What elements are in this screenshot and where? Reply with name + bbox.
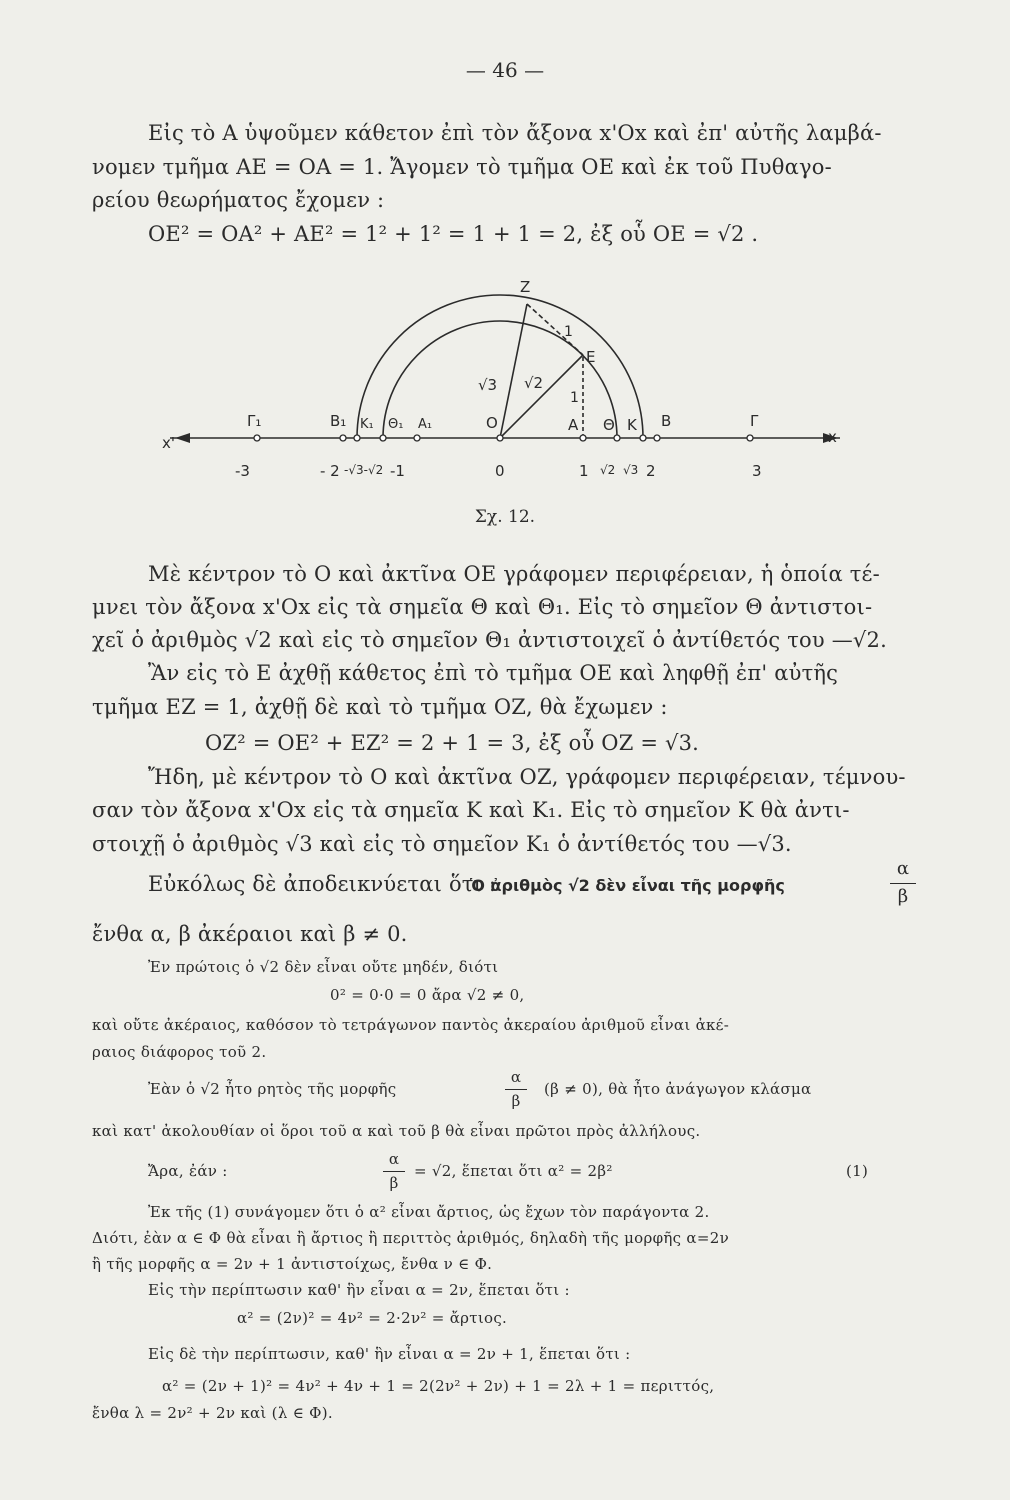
point-B1	[340, 435, 346, 441]
tick-label: - 2	[320, 462, 340, 480]
text-line: Εὐκόλως δὲ ἀποδεικνύεται ὅτι :	[148, 872, 497, 896]
fraction-denominator: β	[389, 1174, 399, 1192]
text-line: χεῖ ὁ ἀριθμὸς √2 καὶ εἰς τὸ σημεῖον Θ₁ ἀντιστοιχεῖ ὁ ἀντίθετός του —√2.	[92, 628, 887, 652]
label-E: E	[586, 348, 596, 366]
tick-label: -3	[235, 462, 250, 480]
text-line: ραιος διάφορος τοῦ 2.	[92, 1043, 267, 1061]
text-line: Ἐν πρώτοις ὁ √2 δὲν εἶναι οὔτε μηδέν, διότι	[148, 958, 499, 976]
theorem-statement: Ὁ ἀριθμὸς √2 δὲν εἶναι τῆς μορφῆς	[470, 876, 785, 895]
tick-label: 0	[495, 462, 505, 480]
fraction-numerator: α	[388, 1150, 400, 1168]
point-TH1	[380, 435, 386, 441]
text-line: καὶ κατ' ἀκολουθίαν οἱ ὅροι τοῦ α καὶ τοῦ β θὰ εἶναι πρῶτοι πρὸς ἀλλήλους.	[92, 1122, 701, 1140]
tick-label: -1	[390, 462, 405, 480]
segment-label-sqrt3: √3	[478, 376, 498, 394]
label-G1: Γ₁	[247, 412, 262, 430]
figure-12	[150, 270, 850, 490]
label-B: B	[661, 412, 672, 430]
segment-OZ	[500, 304, 527, 438]
point-K	[640, 435, 646, 441]
label-A: A	[568, 416, 579, 434]
text-line: Εἰς τὴν περίπτωσιν καθ' ἣν εἶναι α = 2ν, ἕπεται ὅτι :	[148, 1281, 570, 1299]
point-G1	[254, 435, 260, 441]
text-line: ρείου θεωρήματος ἔχομεν :	[92, 188, 385, 212]
tick-label: -√3-√2	[344, 463, 384, 477]
text-line: Ἐκ τῆς (1) συνάγομεν ὅτι ὁ α² εἶναι ἄρτιος, ὡς ἔχων τὸν παράγοντα 2.	[148, 1203, 710, 1221]
tick-label: 3	[752, 462, 762, 480]
text-line: Μὲ κέντρον τὸ Ο καὶ ἀκτῖνα ΟΕ γράφομεν περιφέρειαν, ἡ ὁποία τέ-	[148, 562, 880, 586]
fraction-bar	[505, 1089, 527, 1090]
text-line: Εἰς τὸ Α ὑψοῦμεν κάθετον ἐπὶ τὸν ἄξονα x'Ox καὶ ἐπ' αὐτῆς λαμβά-	[148, 121, 882, 145]
point-A1	[414, 435, 420, 441]
text-line: νομεν τμῆμα ΑΕ = ΟΑ = 1. Ἄγομεν τὸ τμῆμα ΟΕ καὶ ἐκ τοῦ Πυθαγο-	[92, 155, 832, 179]
text-line: Διότι, ἐὰν α ∈ Φ θὰ εἶναι ἢ ἄρτιος ἢ περιττὸς ἀριθμός, δηλαδὴ τῆς μορφῆς α=2ν	[92, 1229, 729, 1247]
equation: 0² = 0·0 = 0 ἄρα √2 ≠ 0,	[330, 986, 525, 1004]
fraction-bar	[890, 883, 916, 884]
text-line: (β ≠ 0), θὰ ἦτο ἀνάγωγον κλάσμα	[544, 1080, 812, 1098]
axis-label-right: x	[828, 428, 837, 446]
text-line: καὶ οὔτε ἀκέραιος, καθόσον τὸ τετράγωνον παντὸς ἀκεραίου ἀριθμοῦ εἶναι ἀκέ-	[92, 1016, 730, 1034]
tick-label: 1	[579, 462, 589, 480]
text-line: ἢ τῆς μορφῆς α = 2ν + 1 ἀντιστοίχως, ἔνθα ν ∈ Φ.	[92, 1255, 493, 1273]
tick-label: √3	[623, 463, 639, 477]
point-G	[747, 435, 753, 441]
label-A1: A₁	[418, 417, 433, 432]
tick-label: √2	[600, 463, 616, 477]
text-line: Ἄρα, ἐάν :	[148, 1162, 228, 1180]
page-number: — 46 —	[465, 58, 545, 82]
tick-label: 2	[646, 462, 656, 480]
segment-label-one: 1	[570, 390, 579, 406]
label-G: Γ	[750, 412, 759, 430]
label-TH: Θ	[603, 416, 615, 434]
text-line: Ἂν εἰς τὸ Ε ἀχθῇ κάθετος ἐπὶ τὸ τμῆμα ΟΕ καὶ ληφθῇ ἐπ' αὐτῆς	[148, 661, 839, 685]
segment-label-sqrt2: √2	[524, 374, 544, 392]
text-line: μνει τὸν ἄξονα x'Ox εἰς τὰ σημεῖα Θ καὶ Θ₁. Εἰς τὸ σημεῖον Θ ἀντιστοι-	[92, 595, 873, 619]
point-TH	[614, 435, 620, 441]
point-K1	[354, 435, 360, 441]
equation: ΟΕ² = ΟΑ² + ΑΕ² = 1² + 1² = 1 + 1 = 2, ἐξ οὗ ΟΕ = √2 .	[148, 222, 759, 246]
fraction-bar	[383, 1171, 405, 1172]
fraction-denominator: β	[897, 886, 909, 907]
text-line: ἔνθα α, β ἀκέραιοι καὶ β ≠ 0.	[92, 922, 408, 946]
label-B1: B₁	[330, 412, 347, 430]
equation: α² = (2ν + 1)² = 4ν² + 4ν + 1 = 2(2ν² + 2ν) + 1 = 2λ + 1 = περιττός,	[162, 1377, 715, 1395]
axis-label-left: x'	[162, 434, 176, 452]
label-TH1: Θ₁	[388, 417, 404, 432]
equation-number: (1)	[846, 1162, 869, 1180]
equation: = √2, ἕπεται ὅτι α² = 2β²	[414, 1162, 613, 1180]
fraction-numerator: α	[510, 1068, 522, 1086]
text-line: τμῆμα ΕΖ = 1, ἀχθῇ δὲ καὶ τὸ τμῆμα ΟΖ, θὰ ἔχωμεν :	[92, 695, 668, 719]
segment-EZ	[527, 304, 583, 355]
arrow-left-icon	[175, 433, 190, 443]
point-B	[654, 435, 660, 441]
label-Z: Z	[520, 278, 531, 296]
text-line: Ἤδη, μὲ κέντρον τὸ Ο καὶ ἀκτῖνα ΟΖ, γράφομεν περιφέρειαν, τέμνου-	[148, 765, 906, 789]
label-O: O	[486, 414, 498, 432]
label-K: K	[627, 416, 637, 434]
equation: α² = (2ν)² = 4ν² = 2·2ν² = ἄρτιος.	[237, 1309, 508, 1327]
text-line: στοιχῇ ὁ ἀριθμὸς √3 καὶ εἰς τὸ σημεῖον Κ₁ ὁ ἀντίθετός του —√3.	[92, 832, 792, 856]
text-line: σαν τὸν ἄξονα x'Ox εἰς τὰ σημεῖα Κ καὶ Κ₁. Εἰς τὸ σημεῖον Κ θὰ ἀντι-	[92, 798, 850, 822]
text-line: Εἰς δὲ τὴν περίπτωσιν, καθ' ἣν εἶναι α = 2ν + 1, ἕπεται ὅτι :	[148, 1345, 631, 1363]
equation: ΟΖ² = ΟΕ² + ΕΖ² = 2 + 1 = 3, ἐξ οὗ ΟΖ = √3.	[205, 731, 700, 755]
fraction-numerator: α	[896, 858, 910, 879]
label-K1: K₁	[360, 417, 374, 432]
point-O	[497, 435, 503, 441]
text-line: Ἐὰν ὁ √2 ἦτο ρητὸς τῆς μορφῆς	[148, 1080, 397, 1098]
figure-caption: Σχ. 12.	[474, 507, 536, 527]
fraction-denominator: β	[511, 1092, 521, 1110]
text-line: ἔνθα λ = 2ν² + 2ν καὶ (λ ∈ Φ).	[92, 1404, 333, 1422]
segment-label-one: 1	[564, 324, 573, 340]
point-A	[580, 435, 586, 441]
